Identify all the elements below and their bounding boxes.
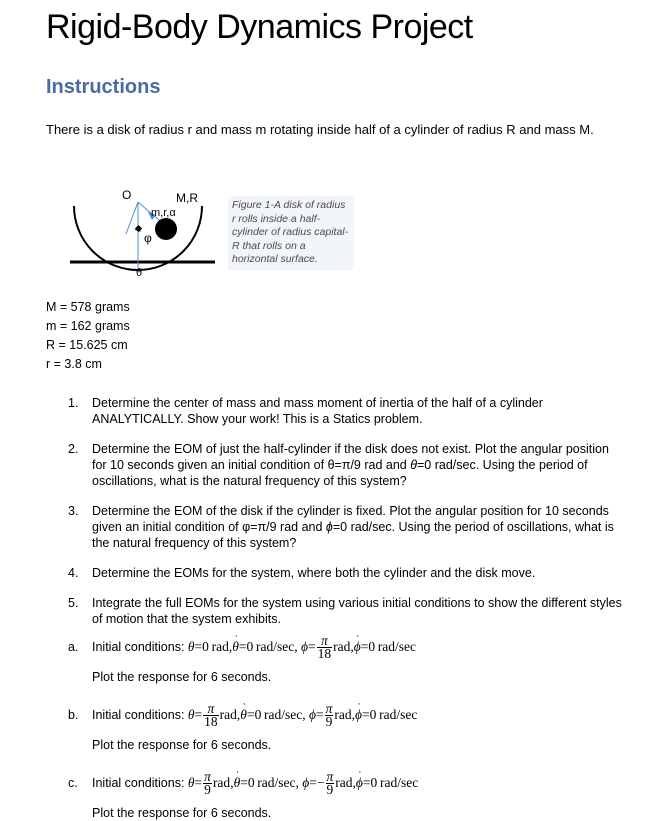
subtask-conditions <box>92 769 626 797</box>
eq-sign: = <box>362 775 371 790</box>
figure-caption: Figure 1-A disk of radius r rolls inside a half-cylinder of radius capital-R that rolls on a horizontal surface. <box>228 196 354 270</box>
comma: , <box>302 707 306 722</box>
fraction <box>203 703 219 728</box>
numerator: π <box>326 769 334 785</box>
comma: , <box>228 639 233 654</box>
denominator: 9 <box>326 782 334 798</box>
comma: , <box>350 639 354 654</box>
param-R: R = 15.625 cm <box>46 338 128 352</box>
fraction <box>317 635 333 660</box>
subtask-item <box>46 769 626 821</box>
rad-unit: rad <box>334 707 352 722</box>
cylinder-disk-diagram <box>60 182 230 282</box>
label-origin: O <box>122 188 132 202</box>
equation <box>187 701 418 730</box>
denominator: 9 <box>325 714 333 730</box>
comma: , <box>294 639 298 654</box>
subtask-list <box>46 633 626 821</box>
rad-unit: rad <box>212 775 231 790</box>
param-M: M = 578 grams <box>46 300 130 314</box>
task-number: 4. <box>68 566 79 580</box>
subtask-note: Plot the response for 6 seconds. <box>92 670 272 684</box>
label-phi: φ <box>144 231 152 245</box>
comma: , <box>352 775 356 790</box>
equation <box>187 633 417 662</box>
task-item <box>46 503 626 551</box>
zero-rad-per-sec: 0 rad/sec <box>254 707 303 722</box>
equation <box>187 769 419 798</box>
theta-dot-symbol: θ ˙ <box>410 457 417 473</box>
denominator: 9 <box>204 782 211 798</box>
subtask-label: Initial conditions: <box>92 708 185 722</box>
param-r: r = 3.8 cm <box>46 357 102 371</box>
eq-sign: = <box>309 775 317 790</box>
instructions-heading: Instructions <box>46 76 161 98</box>
rad-unit: rad <box>219 707 237 722</box>
eq-sign: = <box>240 775 248 790</box>
zero-rad-per-sec: 0 rad/sec <box>370 775 419 790</box>
eq-sign: = <box>194 707 203 722</box>
zero-rad-per-sec: 0 rad/sec <box>368 639 417 654</box>
document-title: Rigid-Body Dynamics Project <box>46 8 473 46</box>
subtask-item <box>46 633 626 685</box>
subtask-item <box>46 701 626 753</box>
theta-symbol: θ <box>187 775 195 790</box>
theta-symbol: θ <box>187 707 195 722</box>
numerator: π <box>317 635 333 648</box>
disk <box>155 218 177 240</box>
task-number: 2. <box>68 442 79 456</box>
comma: , <box>295 775 299 790</box>
subtask-letter: c. <box>68 776 78 790</box>
numerator: π <box>325 701 333 717</box>
task-text: Determine the center of mass and mass moment of inertia of the half of a cylinder ANALYTICALLY. Show your work! This is a Statics problem. <box>92 396 543 426</box>
task-item <box>46 595 626 821</box>
eq-sign: = <box>316 707 324 722</box>
phi-symbol: ϕ <box>309 707 316 722</box>
subtask-conditions <box>92 633 626 661</box>
eq-sign: = <box>194 639 203 654</box>
phi-dot-symbol: ϕ ˙ <box>355 701 362 729</box>
zero-rad-per-sec: 0 rad/sec <box>246 639 295 654</box>
task-number: 3. <box>68 504 79 518</box>
zero-rad-per-sec: 0 rad/sec <box>247 775 296 790</box>
phi-symbol: ϕ <box>300 639 308 654</box>
task-item <box>46 441 626 489</box>
zero-rad: 0 rad <box>202 639 229 654</box>
subtask-note: Plot the response for 6 seconds. <box>92 806 272 820</box>
eq-sign: = <box>360 639 369 654</box>
eq-sign: = <box>307 639 316 654</box>
parameter-list <box>46 298 130 374</box>
subtask-label: Initial conditions: <box>92 640 185 654</box>
minus-sign: − <box>316 775 325 790</box>
theta-dot-symbol: θ ˙ <box>240 701 247 729</box>
figure-diagram <box>60 182 230 282</box>
subtask-letter: b. <box>68 708 79 722</box>
task-list <box>46 395 626 821</box>
eq-sign: = <box>194 775 203 790</box>
phi-dot-symbol: ϕ ˙ <box>356 769 363 797</box>
theta-symbol: θ <box>187 639 195 654</box>
task-number: 5. <box>68 596 79 610</box>
task-text: Determine the EOMs for the system, where both the cylinder and the disk move. <box>92 566 536 580</box>
eq-sign: = <box>238 639 247 654</box>
comma: , <box>236 707 241 722</box>
phi-dot-symbol: ϕ ˙ <box>354 633 361 661</box>
subtask-letter: a. <box>68 640 79 654</box>
disk-center-marker <box>135 225 142 232</box>
rad-unit: rad <box>335 775 353 790</box>
theta-dot-symbol: θ ˙ <box>232 633 239 661</box>
task-text-part: Determine the EOM of the disk if the cylinder is fixed. Plot the angular position for 10 seconds given an initial condition of φ=π/9 rad and <box>92 504 609 534</box>
label-cylinder: M,R <box>176 191 198 205</box>
fraction <box>326 771 335 796</box>
subtask-note: Plot the response for 6 seconds. <box>92 738 272 752</box>
comma: , <box>351 707 356 722</box>
label-theta: θ <box>136 267 143 279</box>
task-item <box>46 565 626 581</box>
label-disk: m,r,α <box>151 207 176 219</box>
task-text-part: =0 rad/sec. Using the period of oscillations, what is the natural frequency of this system? <box>92 520 614 550</box>
eq-sign: = <box>362 707 370 722</box>
zero-rad-per-sec: 0 rad/sec <box>369 707 418 722</box>
theta-dot-symbol: θ ˙ <box>234 769 241 797</box>
phi-dot-symbol: ϕ ˙ <box>326 519 333 535</box>
intro-paragraph: There is a disk of radius r and mass m rotating inside half of a cylinder of radius R and mass M. <box>46 122 594 137</box>
task-number: 1. <box>68 396 79 410</box>
subtask-label: Initial conditions: <box>92 776 185 790</box>
subtask-conditions <box>92 701 626 729</box>
numerator: π <box>204 769 211 785</box>
task-item <box>46 395 626 427</box>
eq-sign: = <box>246 707 255 722</box>
numerator: π <box>203 703 219 716</box>
fraction <box>325 703 334 728</box>
task-text: Integrate the full EOMs for the system using various initial conditions to show the different styles of motion that the system exhibits. <box>92 596 622 626</box>
task-text-part: Determine the EOM of just the half-cylinder if the disk does not exist. Plot the angular position for 10 seconds given an initial condition of θ=π/9 rad and <box>92 442 609 472</box>
phi-symbol: ϕ <box>302 775 310 790</box>
denominator: 18 <box>317 646 332 662</box>
fraction <box>203 771 212 796</box>
comma: , <box>230 775 234 790</box>
param-m: m = 162 grams <box>46 319 130 333</box>
task-text-part: =0 rad/sec. Using the period of oscillations, what is the natural frequency of this system? <box>92 458 588 488</box>
rad-unit: rad <box>333 639 351 654</box>
denominator: 18 <box>204 714 218 730</box>
